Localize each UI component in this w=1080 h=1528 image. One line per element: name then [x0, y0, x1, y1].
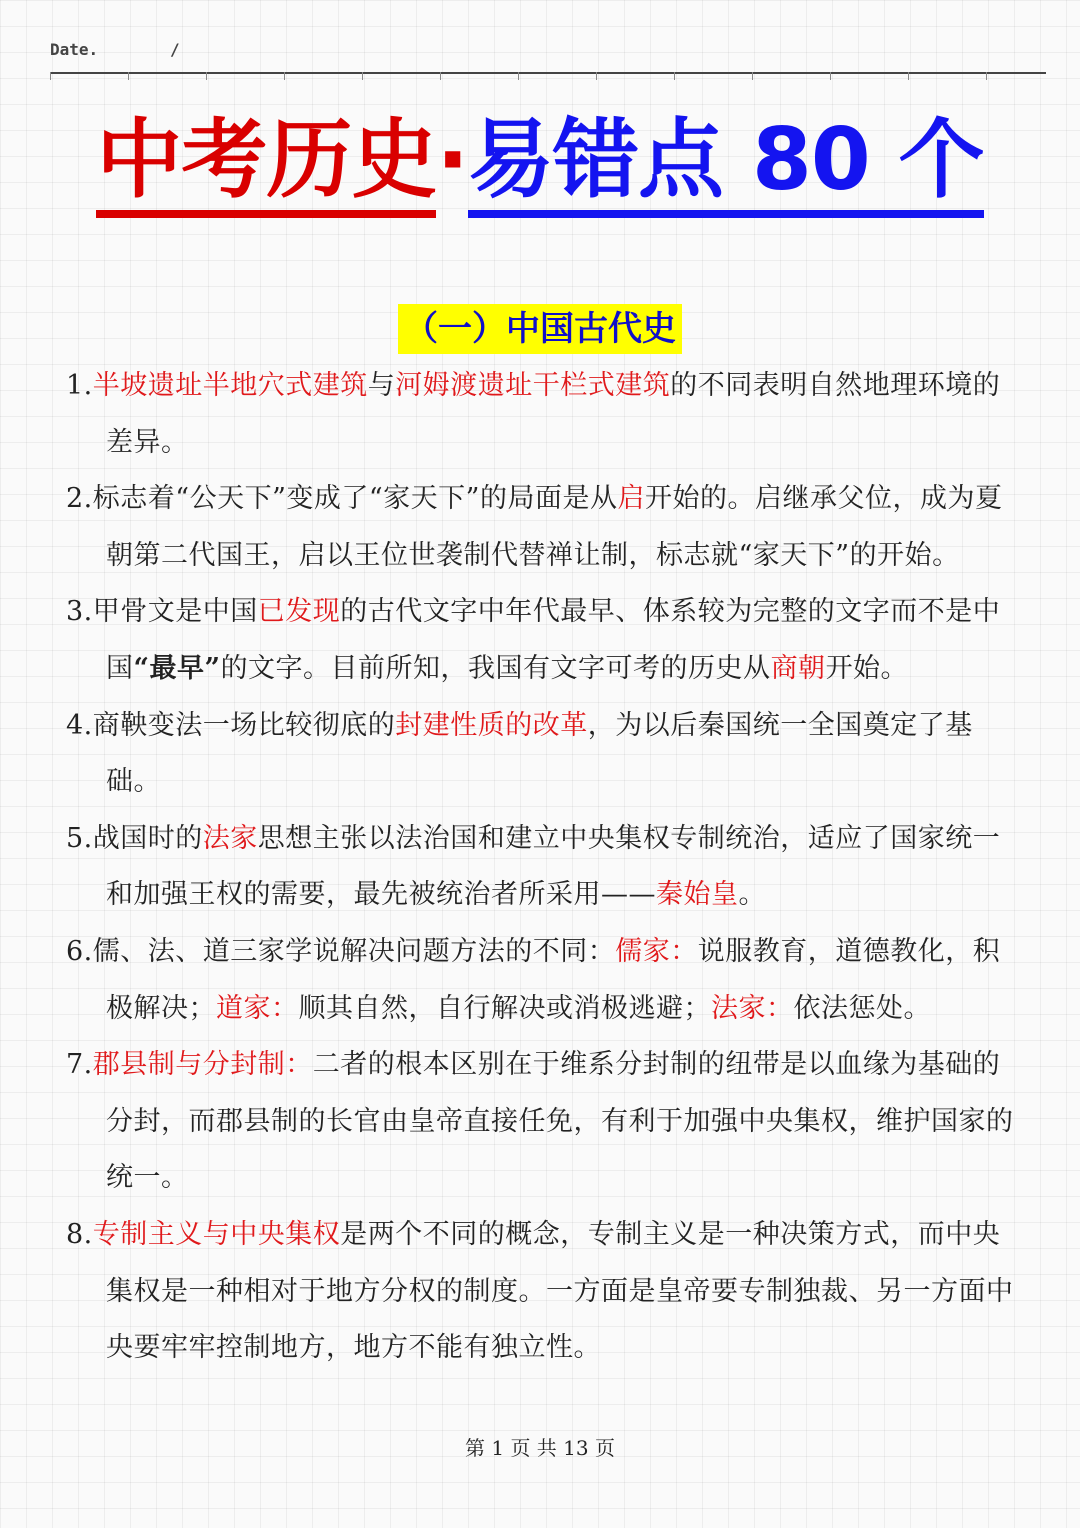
item-text: 8.: [66, 1218, 93, 1250]
list-item-8: [66, 1207, 1016, 1377]
item-text: 二者的根本区别在于维系分封制的纽带是以血缘为基础的分封，而郡县制的长官由皇帝直接任免，有利于加强中央集权，维护国家的统一。: [106, 1049, 1014, 1194]
list-item-3: [66, 584, 1016, 697]
item-text: 1.: [66, 370, 93, 401]
item-text: 的不同表明自然地理环境的差异。: [106, 370, 1001, 458]
list-item-6: [66, 924, 1016, 1037]
item-highlight: 法家: [202, 822, 258, 854]
item-highlight: 已发现: [257, 596, 341, 628]
title-blue-part: 易错点 80 个: [468, 110, 984, 218]
section-heading-text: （一）中国古代史: [398, 304, 682, 354]
item-text: ，为以后秦国统一全国奠定了基础。: [106, 709, 973, 798]
ruler-ticks: [50, 72, 1046, 80]
item-text: 6.儒、法、道三家学说解决问题方法的不同：: [66, 935, 616, 967]
item-text: 2.标志着“公天下”变成了“家天下”的局面是从: [66, 483, 618, 515]
date-slash: /: [170, 40, 180, 59]
item-highlight: 启: [617, 483, 645, 515]
item-highlight: 半坡遗址半地穴式建筑: [92, 370, 368, 401]
item-text: 开始。: [825, 652, 909, 684]
list-item-1: [66, 358, 1016, 471]
item-text: 。: [738, 879, 766, 911]
item-highlight: 儒家：: [615, 935, 698, 967]
item-highlight: 法家：: [711, 992, 794, 1024]
item-highlight: 封建性质的改革: [395, 709, 588, 741]
item-text: 是两个不同的概念，专制主义是一种决策方式，而中央集权是一种相对于地方分权的制度。一方面是皇帝要专制独裁、另一方面中央要牢牢控制地方，地方不能有独立性。: [106, 1218, 1014, 1364]
item-text: 7.: [66, 1049, 93, 1081]
item-highlight: 商朝: [770, 652, 826, 684]
item-text: 开始的。启继承父位，成为夏朝第二代国王，启以王位世袭制代替禅让制，标志就“家天下”的开始。: [106, 483, 1003, 571]
item-text: 3.甲骨文是中国: [66, 596, 258, 628]
item-highlight: 秦始皇: [656, 879, 739, 911]
item-highlight: 河姆渡遗址干栏式建筑: [395, 370, 671, 401]
item-bold: “最早”: [133, 652, 221, 684]
page-title: [0, 105, 1080, 215]
item-text: 顺其自然，自行解决或消极逃避；: [298, 992, 711, 1024]
page-footer: 第 1 页 共 13 页: [465, 1436, 615, 1460]
list-item-5: [66, 811, 1016, 924]
item-highlight: 郡县制与分封制：: [92, 1049, 313, 1081]
item-text: 说服教育，道德教化，积极解决；: [106, 935, 1001, 1024]
section-heading: [0, 304, 1080, 354]
item-text: 依法惩处。: [793, 992, 931, 1024]
list-item-4: [66, 698, 1016, 811]
date-line: [50, 40, 1046, 74]
list-item-2: [66, 471, 1016, 584]
error-point-list: [66, 358, 1016, 1377]
title-dot: ·: [436, 110, 469, 210]
item-text: 5.战国时的: [66, 822, 203, 854]
item-highlight: 专制主义与中央集权: [92, 1218, 341, 1250]
item-highlight: 道家：: [216, 992, 299, 1024]
item-text: 4.商鞅变法一场比较彻底的: [66, 709, 396, 741]
date-label: Date.: [50, 40, 99, 59]
item-text: 与: [367, 370, 396, 401]
list-item-7: [66, 1037, 1016, 1207]
item-text: 的文字。目前所知，我国有文字可考的历史从: [220, 652, 771, 684]
item-text: 思想主张以法治国和建立中央集权专制统治，适应了国家统一和加强王权的需要，最先被统治者所采用——: [106, 822, 1001, 911]
item-text: 的古代文字中年代最早、体系较为完整的文字而不是中国: [106, 596, 1001, 684]
title-red-part: 中考历史: [96, 110, 436, 218]
